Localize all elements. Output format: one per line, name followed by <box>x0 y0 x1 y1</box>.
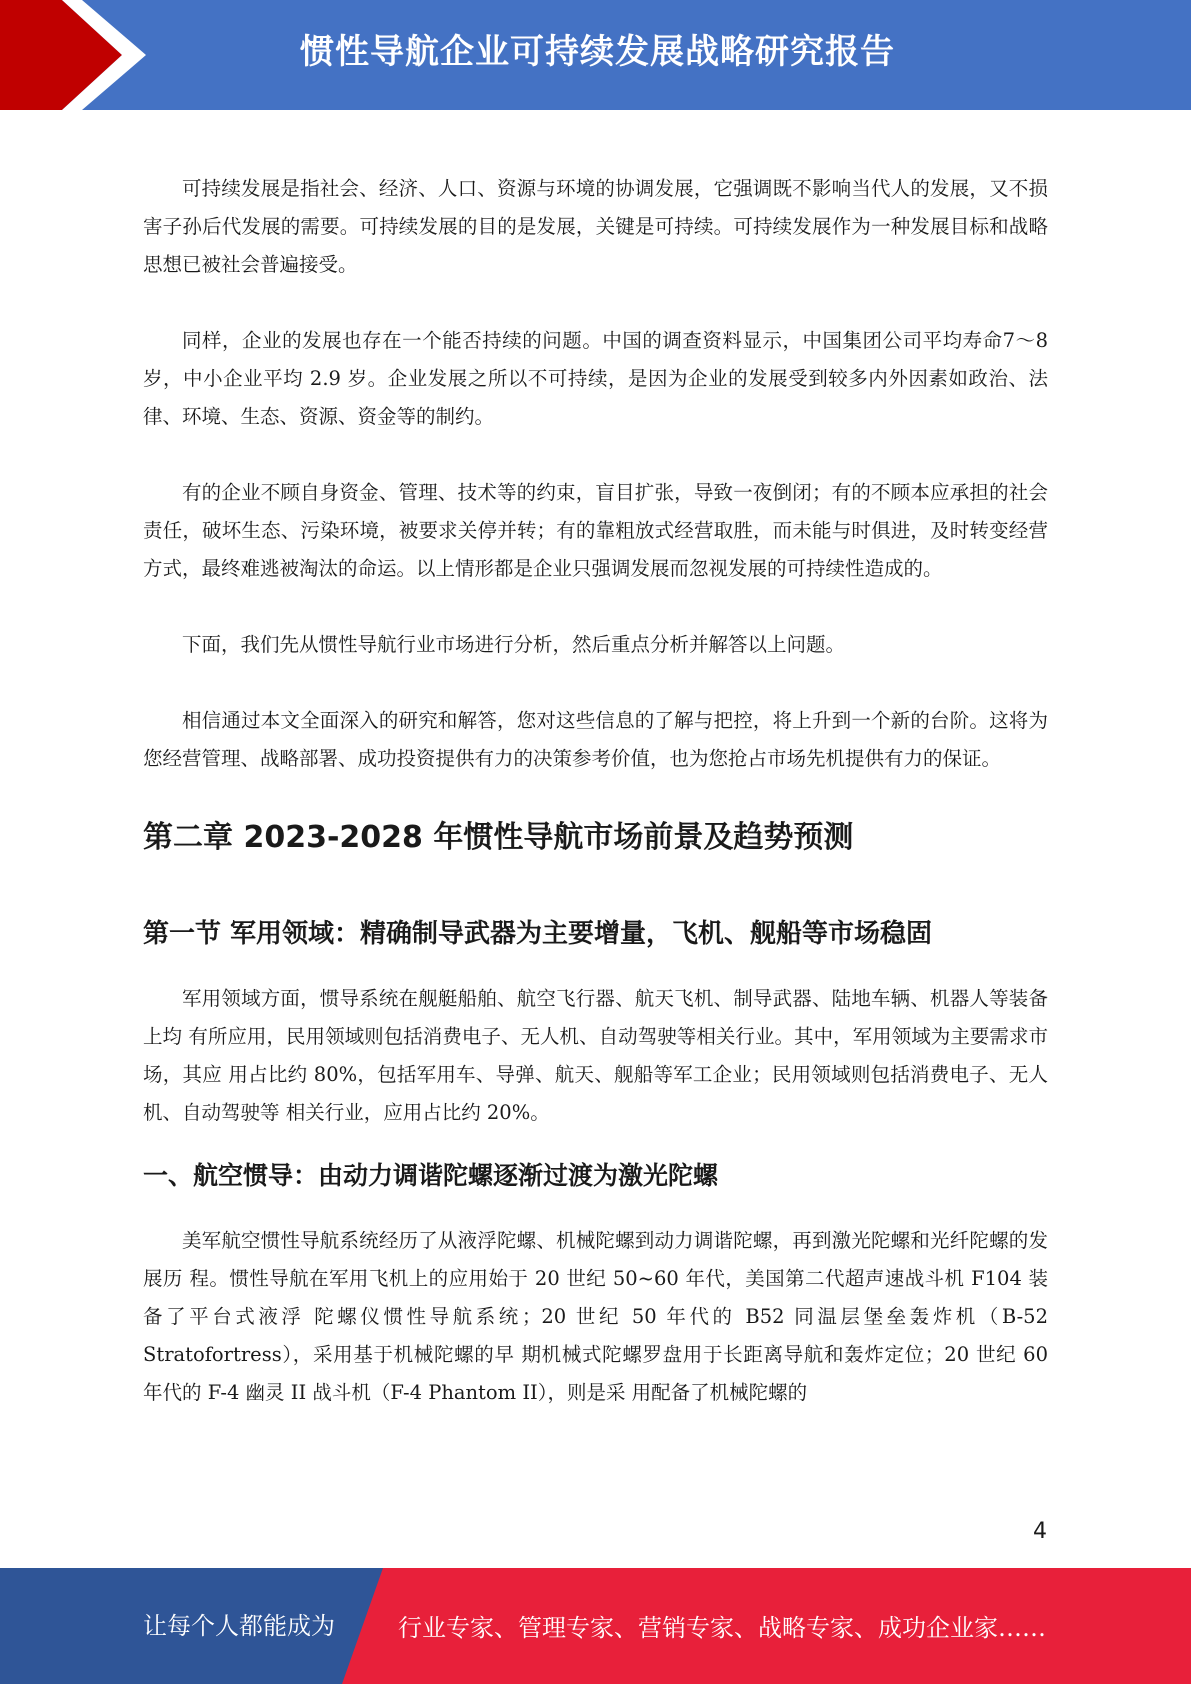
footer-slogan-left: 让每个人都能成为 <box>143 1612 335 1640</box>
page-footer <box>0 1568 1191 1684</box>
page-number: 4 <box>1033 1519 1047 1544</box>
chapter-title: 第二章 2023-2028 年惯性导航市场前景及趋势预测 <box>143 820 854 855</box>
intro-paragraph-4: 下面，我们先从惯性导航行业市场进行分析，然后重点分析并解答以上问题。 <box>182 633 846 656</box>
intro-paragraph-5: 相信通过本文全面深入的研究和解答，您对这些信息的了解与把控，将上升到一个新的台阶。这将为您经营管理、战略部署、成功投资提供有力的决策参考价值，也为您抢占市场先机提供有力的保证。 <box>143 709 1048 770</box>
intro-paragraph-1: 可持续发展是指社会、经济、人口、资源与环境的协调发展，它强调既不影响当代人的发展，又不损害子孙后代发展的需要。可持续发展的目的是发展，关键是可持续。可持续发展作为一种发展目标和战略思想已被社会普遍接受。 <box>143 177 1048 276</box>
subsection-title: 一、航空惯导：由动力调谐陀螺逐渐过渡为激光陀螺 <box>143 1161 719 1190</box>
subsection-paragraph: 美军航空惯性导航系统经历了从液浮陀螺、机械陀螺到动力调谐陀螺，再到激光陀螺和光纤陀螺的发展历 程。惯性导航在军用飞机上的应用始于 20 世纪 50~60 年代，美国第二代超声速战斗机 F104 装备了平台式液浮 陀螺仪惯性导航系统；20 世纪 50 年代的 B52 同温层堡垒轰炸机（B-52 Stratofortress），采用基于机械陀螺的早 期机械式陀螺罗盘用于长距离导航和轰炸定位；20 世纪 60 年代的 F-4 幽灵 II 战斗机（F-4 Phantom II），则是采 用配备了机械陀螺的 <box>143 1229 1048 1404</box>
document-body <box>143 170 1048 1450</box>
footer-slogan-right: 行业专家、管理专家、营销专家、战略专家、成功企业家…… <box>398 1614 1046 1642</box>
intro-paragraph-3: 有的企业不顾自身资金、管理、技术等的约束，盲目扩张，导致一夜倒闭；有的不顾本应承担的社会责任，破坏生态、污染环境，被要求关停并转；有的靠粗放式经营取胜，而未能与时俱进，及时转变经营方式，最终难逃被淘汰的命运。以上情形都是企业只强调发展而忽视发展的可持续性造成的。 <box>143 481 1048 580</box>
section-title: 第一节 军用领域：精确制导武器为主要增量，飞机、舰船等市场稳固 <box>143 919 933 949</box>
page-header <box>0 0 1191 110</box>
header-arrow-decoration <box>0 0 160 110</box>
intro-paragraph-2: 同样，企业的发展也存在一个能否持续的问题。中国的调查资料显示，中国集团公司平均寿命7～8 岁，中小企业平均 2.9 岁。企业发展之所以不可持续，是因为企业的发展受到较多内外因素如政治、法律、环境、生态、资源、资金等的制约。 <box>143 329 1048 428</box>
header-title: 惯性导航企业可持续发展战略研究报告 <box>300 32 895 72</box>
section-paragraph: 军用领域方面，惯导系统在舰艇船舶、航空飞行器、航天飞机、制导武器、陆地车辆、机器人等装备上均 有所应用，民用领域则包括消费电子、无人机、自动驾驶等相关行业。其中，军用领域为主要需求市场，其应 用占比约 80%，包括军用车、导弹、航天、舰船等军工企业；民用领域则包括消费电子、无人机、自动驾驶等 相关行业，应用占比约 20%。 <box>143 987 1048 1124</box>
